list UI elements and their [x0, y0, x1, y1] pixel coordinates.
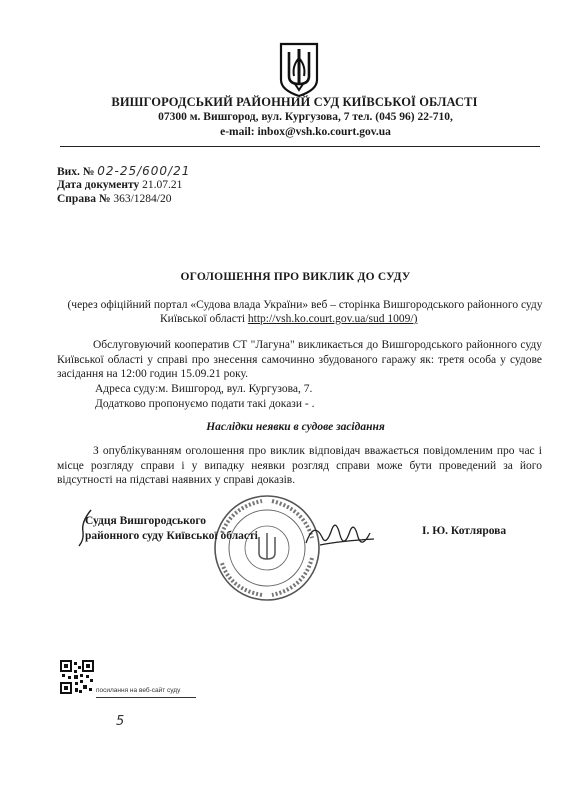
trident-emblem-icon [278, 40, 320, 98]
qr-code-icon[interactable] [60, 660, 94, 694]
case-number-line [57, 193, 171, 205]
signature-hook-mark [75, 508, 95, 548]
outgoing-number-line [57, 164, 190, 178]
consequences-paragraph-text: З опублікуванням оголошення про виклик відповідач вважається повідомленим про час і місце розгляду справи і у випадку неявки розгляд справи може бути проведений за його відсутності на підставі наявних у справі доказів. [57, 445, 542, 486]
court-website-link[interactable]: http://vsh.ko.court.gov.ua/sud 1009/) [247, 313, 418, 325]
court-address-line: 07300 м. Вишгород, вул. Кургузова, 7 тел. (045 96) 22-710, [158, 111, 453, 123]
date-value: 21.07.21 [142, 179, 183, 191]
judge-title-line-1: Судця Вишгородського [85, 515, 207, 527]
case-value: 363/1284/20 [113, 193, 172, 205]
judge-title-line-2: районного суду Київської області [85, 530, 258, 542]
page-mark: 5 [116, 714, 125, 729]
portal-line-1: (через офіційний портал «Судова влада України» веб – сторінка Вишгородського районного суду [67, 299, 543, 311]
qr-caption-underline [96, 697, 196, 698]
document-date-line [57, 179, 182, 191]
court-email-line: e-mail: inbox@vsh.ko.court.gov.ua [220, 126, 391, 138]
judge-signature [300, 515, 380, 555]
court-name-heading: ВИШГОРОДСЬКИЙ РАЙОННИЙ СУД КИЇВСЬКОЇ ОБЛАСТІ [111, 95, 478, 109]
date-label: Дата документу [57, 179, 140, 191]
portal-line-2-text: Київської області [160, 313, 248, 325]
outgoing-number-handwritten: 02-25/600/21 [97, 164, 191, 178]
outgoing-label: Вих. № [57, 166, 95, 178]
header-divider [60, 146, 540, 147]
document-title: ОГОЛОШЕННЯ ПРО ВИКЛИК ДО СУДУ [180, 271, 411, 283]
case-label: Справа № [57, 193, 111, 205]
portal-line-2 [160, 313, 417, 325]
court-address-text: Адреса суду:м. Вишгород, вул. Кургузова, 7. [95, 383, 313, 395]
evidence-request-text: Додатково пропонуємо подати такі докази - . [95, 398, 315, 410]
judge-name: І. Ю. Котлярова [422, 525, 507, 537]
summons-paragraph [57, 338, 542, 382]
consequences-heading: Наслідки неявки в судове засідання [206, 421, 385, 433]
consequences-paragraph [57, 444, 542, 488]
summons-paragraph-text: Обслуговуючий кооператив СТ "Лагуна" викликається до Вишгородського районного суду Київської області у справі про знесення самочинно збудованого гаражу як: третя особа у судове засідання на 12:00 годин 15.09.21 року. [57, 339, 542, 380]
qr-caption: посилання на веб-сайт суду [96, 687, 181, 694]
